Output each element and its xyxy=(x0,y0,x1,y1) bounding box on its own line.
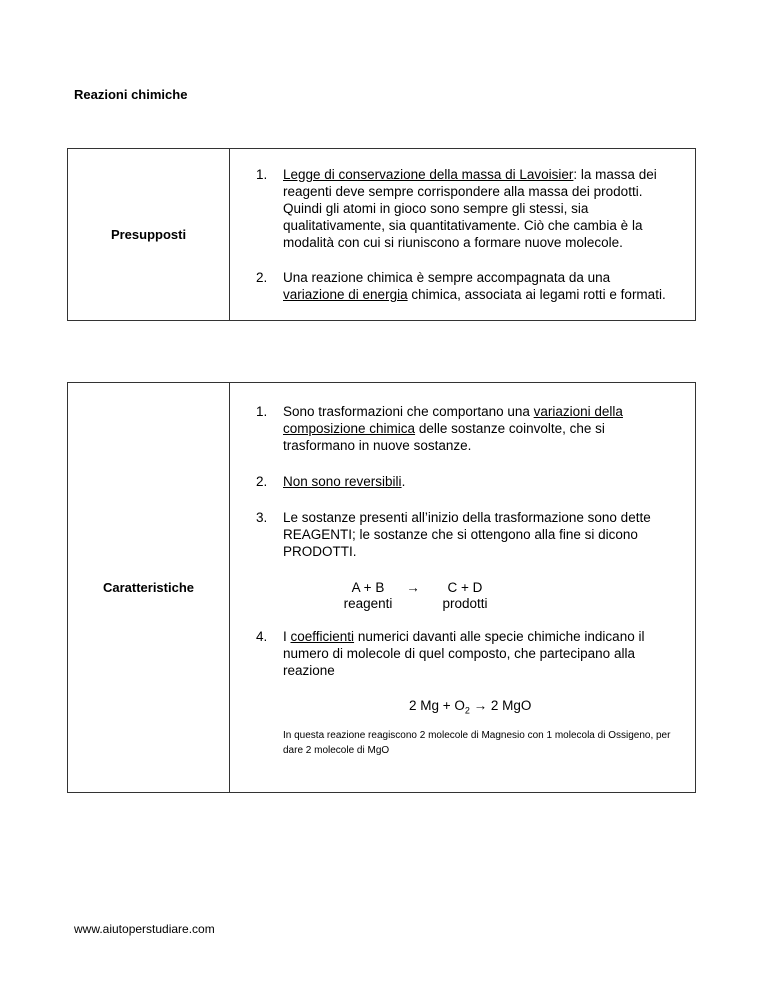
underlined-term: variazioni della composizione chimica xyxy=(283,404,623,436)
document-title: Reazioni chimiche xyxy=(74,87,188,102)
item-text xyxy=(283,166,670,251)
item-number: 1. xyxy=(256,167,268,182)
list-item xyxy=(256,166,670,251)
item-rest: . xyxy=(401,474,406,489)
item-text xyxy=(283,473,670,490)
item-number: 2. xyxy=(256,270,268,285)
list-item xyxy=(256,269,670,303)
item-rest: delle sostanze coinvolte, che si trasformano in nuove sostanze. xyxy=(283,421,605,453)
presupposti-label: Presupposti xyxy=(68,149,230,320)
presupposti-content xyxy=(229,149,695,320)
item-text xyxy=(283,403,670,454)
item-before: Sono trasformazioni che comportano una xyxy=(283,404,534,419)
list-item xyxy=(256,628,670,679)
item-rest: chimica, associata ai legami rotti e formati. xyxy=(407,287,666,302)
item-text: Le sostanze presenti all’inizio della trasformazione sono dette REAGENTI; le sostanze che si ottengono alla fine si dicono PRODOTTI. xyxy=(283,510,651,559)
underlined-term: coefficienti xyxy=(290,629,355,644)
footer-url: www.aiutoperstudiare.com xyxy=(74,922,215,936)
item-before: I xyxy=(283,629,291,644)
caratteristiche-content xyxy=(229,383,695,792)
equation-reactants: A + B xyxy=(351,580,385,595)
caratteristiche-table xyxy=(67,382,696,793)
prodotti-label: prodotti xyxy=(442,596,488,611)
equation-right: → 2 MgO xyxy=(469,698,532,713)
equation-left: 2 Mg + O xyxy=(409,698,465,713)
item-number: 1. xyxy=(256,404,268,419)
item-number: 3. xyxy=(256,510,268,525)
item-number: 4. xyxy=(256,629,268,644)
item-rest: : la massa dei reagenti deve sempre corrispondere alla massa dei prodotti. Quindi gli atomi in gioco sono sempre gli stessi, sia qualitativamente, sia quantitativamente. Ciò che cambia è la modalità con cui si riuniscono a formare nuove molecole. xyxy=(283,167,657,250)
item-before: Una reazione chimica è sempre accompagnata da una xyxy=(283,270,611,285)
equation-products: C + D xyxy=(447,580,483,595)
item-text xyxy=(283,628,670,679)
underlined-term: Legge di conservazione della massa di Lavoisier xyxy=(283,167,574,182)
subscript: 2 xyxy=(464,705,470,716)
caratteristiche-label: Caratteristiche xyxy=(68,383,230,792)
equation-note: In questa reazione reagiscono 2 molecole di Magnesio con 1 molecola di Ossigeno, per dare 2 molecole di MgO xyxy=(283,730,671,756)
arrow-icon: → xyxy=(406,580,420,595)
reagenti-label: reagenti xyxy=(343,596,393,611)
item-rest: numerici davanti alle specie chimiche indicano il numero di molecole di quel composto, che partecipano alla reazione xyxy=(283,629,645,678)
mgo-equation xyxy=(409,697,549,714)
item-text xyxy=(283,269,670,303)
underlined-term: Non sono reversibili xyxy=(283,474,402,489)
underlined-term: variazione di energia xyxy=(283,287,408,302)
item-number: 2. xyxy=(256,474,268,489)
list-item xyxy=(256,473,670,490)
list-item xyxy=(256,403,670,454)
list-item xyxy=(256,509,670,560)
presupposti-table xyxy=(67,148,696,321)
